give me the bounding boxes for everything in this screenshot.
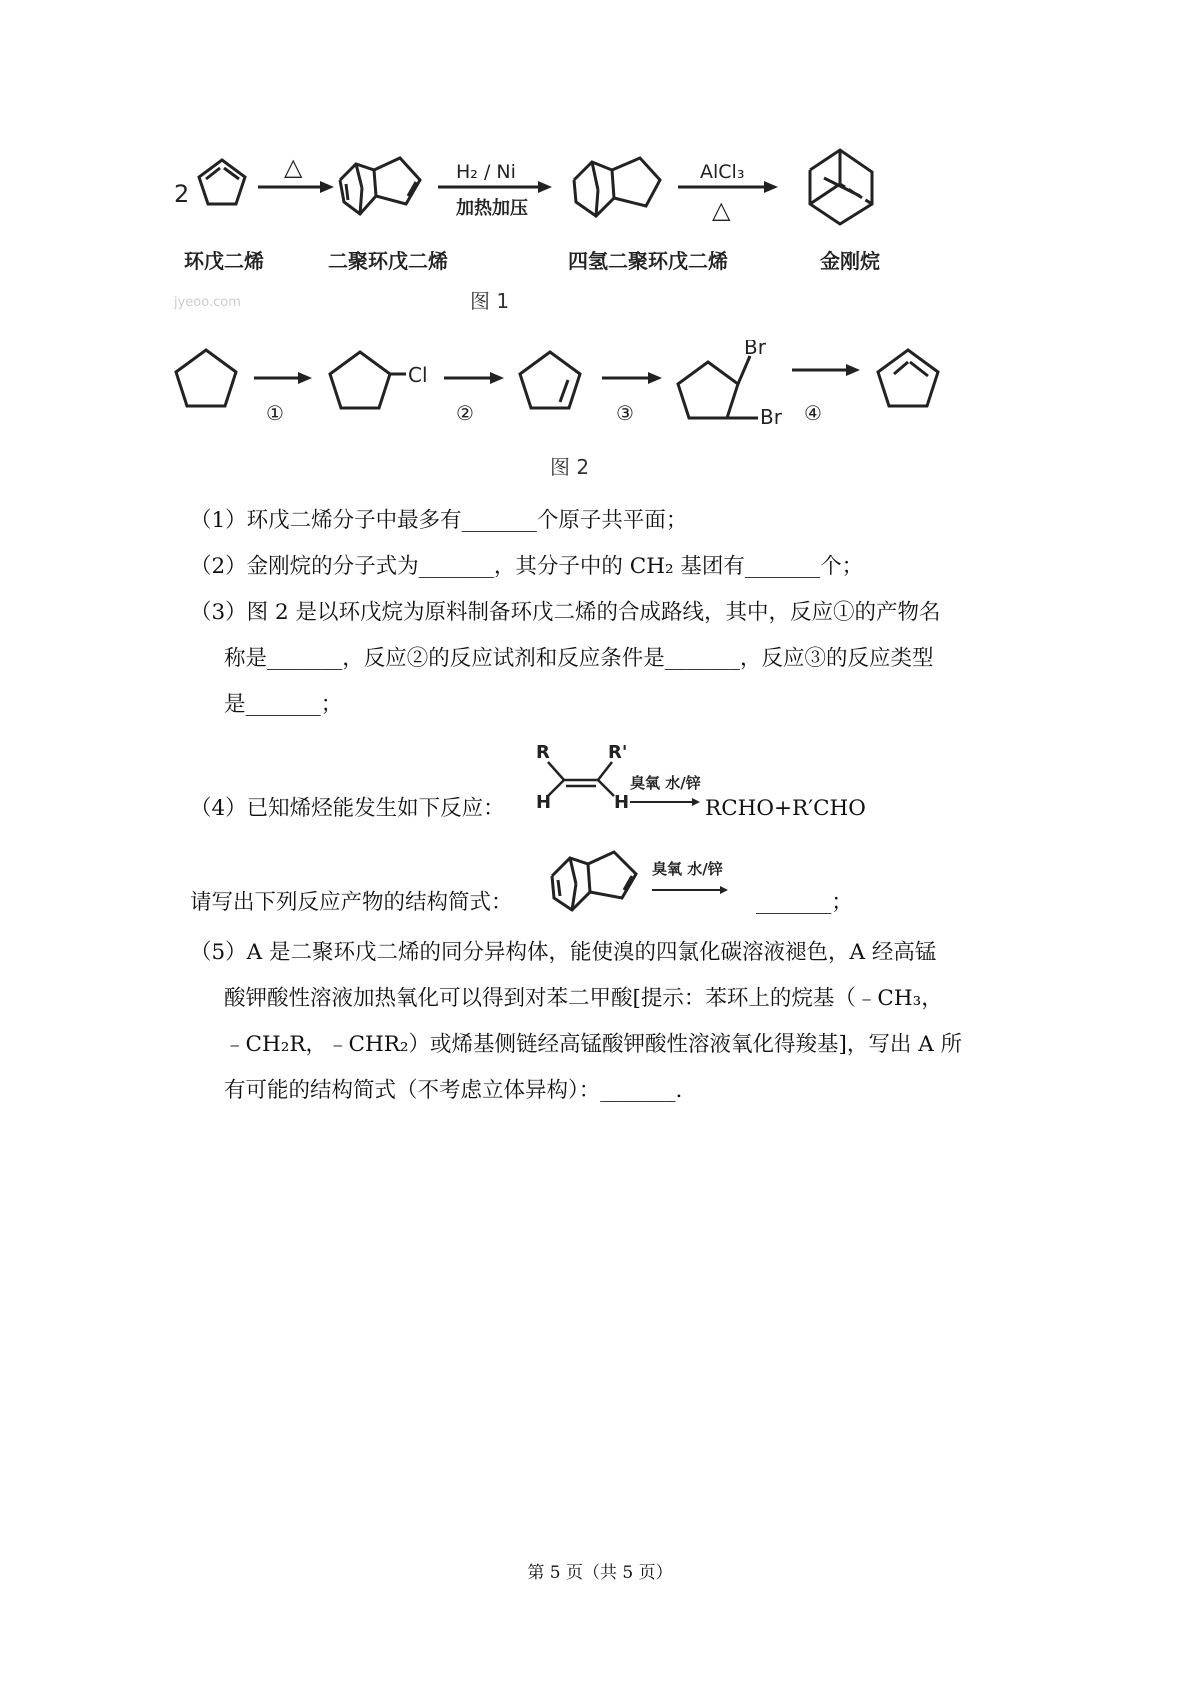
figure-2-caption: 图 2 xyxy=(550,455,590,479)
tetrahydrodicyclopentadiene-name: 四氢二聚环戊二烯 xyxy=(568,249,728,273)
ozonolysis-reagent: 臭氧 水/锌 xyxy=(630,774,701,792)
step-arrow-3 xyxy=(602,372,662,384)
step-arrow-1 xyxy=(254,372,312,384)
figure-1-caption: 图 1 xyxy=(470,289,510,313)
tetrahydrodicyclopentadiene-structure xyxy=(574,158,660,216)
chlorocyclopentane-structure xyxy=(330,352,406,408)
adamantane-name: 金刚烷 xyxy=(820,249,880,273)
alcl3-catalyst: AlCl₃ xyxy=(700,161,745,183)
watermark: jyeoo.com xyxy=(174,295,241,310)
heat-symbol-2: △ xyxy=(712,196,731,224)
alkene-bonds xyxy=(548,762,614,796)
question-2: （2）金刚烷的分子式为_______，其分子中的 CH₂ 基团有_______个； xyxy=(190,554,864,579)
page-footer: 第 5 页（共 5 页） xyxy=(527,1563,673,1583)
heat-symbol-1: △ xyxy=(284,153,303,181)
alkene-ozonolysis-reaction xyxy=(534,740,704,820)
step-label-4: ④ xyxy=(804,401,822,425)
alkene-r-group: R xyxy=(536,742,550,763)
chloro-substituent: Cl xyxy=(408,363,428,387)
question-3-line-3: 是_______； xyxy=(224,692,343,717)
question-3-line-2: 称是_______，反应②的反应试剂和反应条件是_______，反应③的反应类型 xyxy=(224,646,934,671)
reaction-arrow-1 xyxy=(258,181,334,193)
cyclopentane-structure xyxy=(176,350,236,406)
question-5-line-4: 有可能的结构简式（不考虑立体异构）：_______. xyxy=(224,1078,683,1103)
question-5-line-1: （5）A 是二聚环戊二烯的同分异构体，能使溴的四氯化碳溶液褪色，A 经高锰 xyxy=(190,940,937,965)
dicyclopentadiene-name: 二聚环戊二烯 xyxy=(328,249,448,273)
question-1: （1）环戊二烯分子中最多有_______个原子共平面； xyxy=(190,508,688,533)
cyclopentene-structure xyxy=(520,352,580,408)
ozonolysis-products: RCHO+R′CHO xyxy=(705,796,866,821)
cyclopentadiene-product-structure xyxy=(878,350,938,406)
step-arrow-2 xyxy=(444,372,504,384)
bromo-substituent-2: Br xyxy=(760,405,782,429)
coefficient: 2 xyxy=(174,180,190,208)
step-label-1: ① xyxy=(266,401,284,425)
dibromocyclopentane-structure xyxy=(678,356,758,418)
alkene-h-2: H xyxy=(614,792,630,813)
question-4-prefix: （4）已知烯烃能发生如下反应： xyxy=(190,796,505,821)
step-arrow-4 xyxy=(792,364,860,376)
question-3-line-1: （3）图 2 是以环戊烷为原料制备环戊二烯的合成路线，其中，反应①的产物名 xyxy=(190,600,941,625)
cyclopentadiene-name: 环戊二烯 xyxy=(184,249,264,273)
adamantane-structure xyxy=(810,150,872,224)
question-5-line-3: ﹣CH₂R，﹣CHR₂）或烯基侧链经高锰酸钾酸性溶液氧化得羧基]，写出 A 所 xyxy=(224,1032,963,1057)
cyclopentadiene-structure xyxy=(199,160,245,204)
figure-1-reaction-scheme xyxy=(160,140,1040,340)
heat-pressure-condition: 加热加压 xyxy=(456,198,528,219)
dicyclopentadiene-reactant-structure xyxy=(552,852,636,910)
step-label-3: ③ xyxy=(616,401,634,425)
alkene-h-1: H xyxy=(536,792,552,813)
answer-blank-4b: _______； xyxy=(756,890,853,915)
dicyclopentadiene-structure xyxy=(340,158,420,214)
figure-2-synthesis-route xyxy=(160,340,1040,490)
question-4b-prefix: 请写出下列反应产物的结构简式： xyxy=(190,890,513,915)
h2-ni-reagent: H₂ / Ni xyxy=(456,161,516,183)
alkene-r-prime-group: R' xyxy=(608,742,628,763)
bromo-substituent-1: Br xyxy=(744,340,766,359)
dicyclopentadiene-ozonolysis xyxy=(544,836,764,926)
question-5-line-2: 酸钾酸性溶液加热氧化可以得到对苯二甲酸[提示：苯环上的烷基（﹣CH₃， xyxy=(224,986,943,1011)
step-label-2: ② xyxy=(456,401,474,425)
ozonolysis-reagent-2: 臭氧 水/锌 xyxy=(652,860,723,878)
